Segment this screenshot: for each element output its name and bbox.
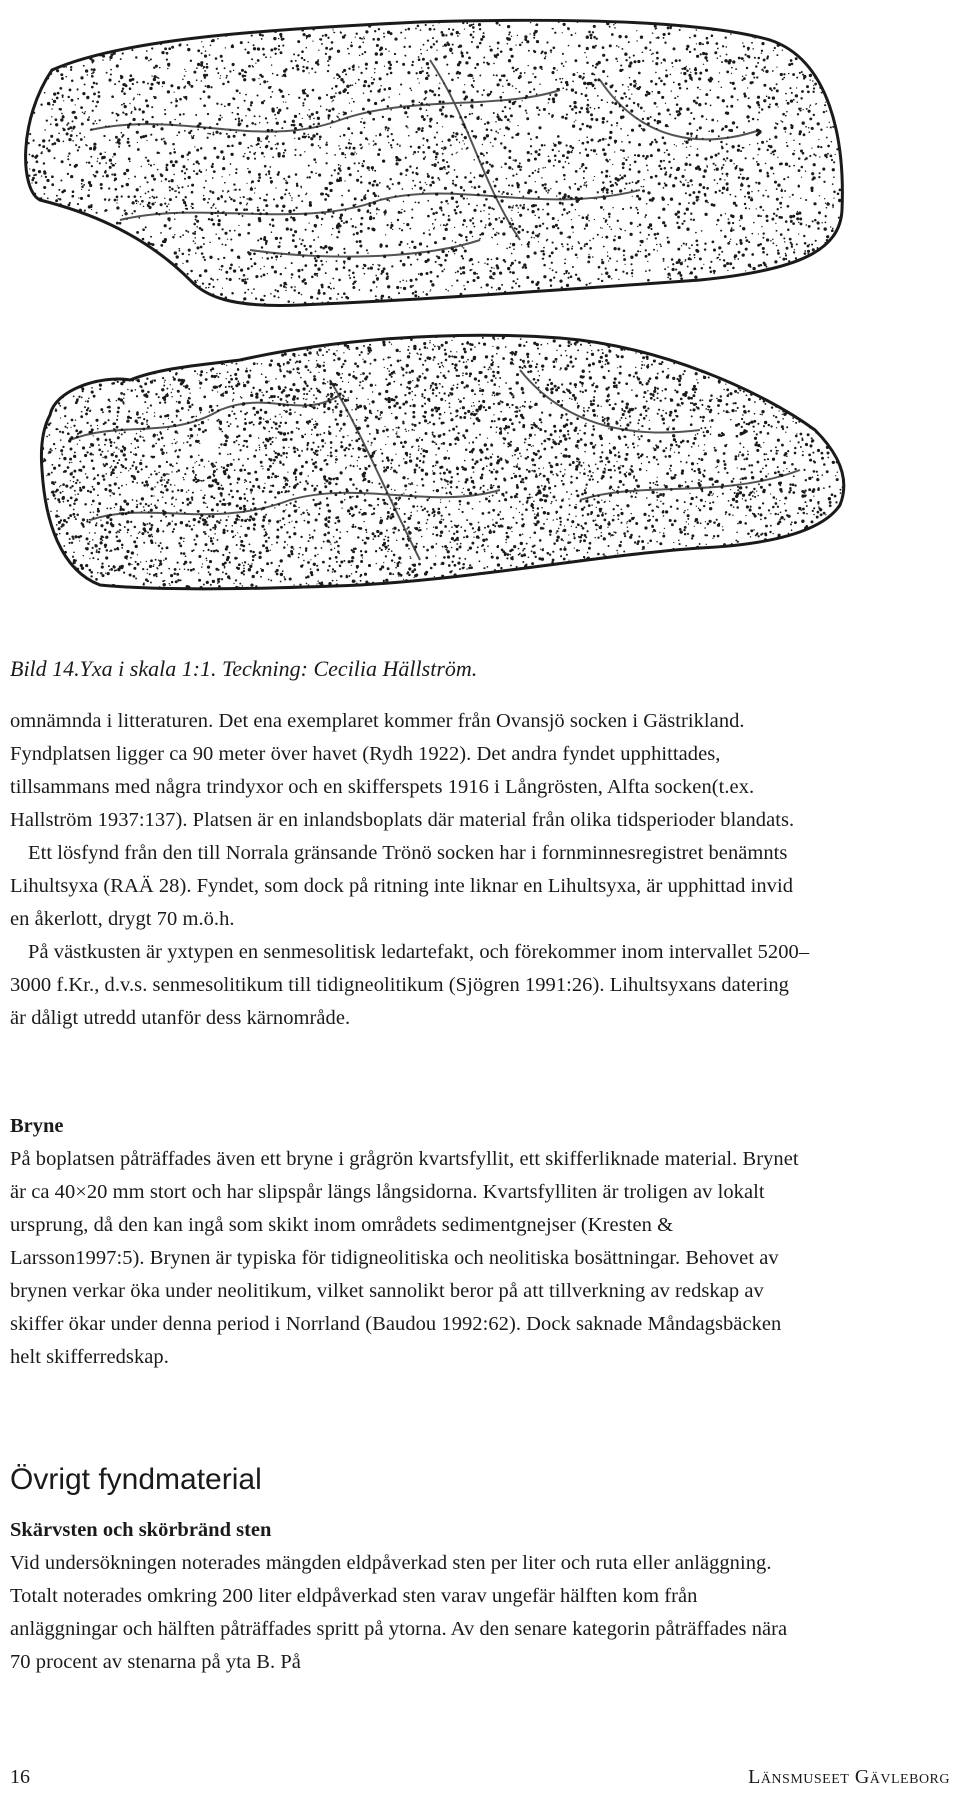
paragraph: Ett lösfynd från den till Norrala gränsande Trönö socken har i fornminnesregistret benämnts Lihultsyxa (RAÄ 28). Fyndet, som dock på ritning inte liknar en Lihultsyxa, är upphittad invid en åkerlott, drygt 70 m.ö.h. bbox=[10, 842, 794, 930]
skarvsten-heading: Skärvsten och skörbränd sten bbox=[10, 1519, 272, 1541]
bryne-heading: Bryne bbox=[10, 1115, 64, 1137]
publisher-name: Länsmuseet Gävleborg bbox=[748, 1766, 950, 1788]
page-number: 16 bbox=[10, 1766, 30, 1788]
body-text-block bbox=[10, 705, 810, 1035]
figure-caption: Bild 14.Yxa i skala 1:1. Teckning: Cecilia Hällström. bbox=[10, 656, 478, 681]
page-footer bbox=[10, 1766, 950, 1789]
axe-face-drawing bbox=[19, 14, 852, 317]
section-title: Övrigt fyndmaterial bbox=[10, 1463, 262, 1496]
axe-illustration bbox=[0, 0, 960, 640]
skarvsten-paragraph: Vid undersökningen noterades mängden eldpåverkad sten per liter och ruta eller anläggning. Totalt noterades omkring 200 liter eldpåverkad sten varav ungefär hälften kom från anläggningar och hälften påträffades spritt på ytorna. Av den senare kategorin påträffades nära 70 procent av stenarna på yta B. På bbox=[10, 1552, 788, 1673]
bryne-paragraph: På boplatsen påträffades även ett bryne i grågrön kvartsfyllit, ett skifferliknade material. Brynet är ca 40×20 mm stort och har slipspår längs långsidorna. Kvartsfylliten är troligen av lokalt ursprung, då den kan ingå som skikt inom områdets sedimentgnejser (Kresten & Larsson1997:5). Brynen är typiska för tidigneolitiska och neolitiska bosättningar. Behovet av brynen verkar öka under neolitikum, vilket sannolikt beror på att tillverkning av redskap av skiffer ökar under denna period i Norrland (Baudou 1992:62). Dock saknade Måndagsbäcken helt skifferredskap. bbox=[10, 1148, 799, 1368]
bryne-section bbox=[10, 1110, 810, 1374]
paragraph: omnämnda i litteraturen. Det ena exemplaret kommer från Ovansjö socken i Gästrikland. Fyndplatsen ligger ca 90 meter över havet (Rydh 1922). Det andra fyndet upphittades, tillsammans med några trindyxor och en skifferspets 1916 i Långrösten, Alfta socken(t.ex. Hallström 1937:137). Platsen är en inlandsboplats där material från olika tidsperioder blandats. bbox=[10, 710, 795, 831]
paragraph: På västkusten är yxtypen en senmesolitisk ledartefakt, och förekommer inom intervallet 5200–3000 f.Kr., d.v.s. senmesolitikum till tidigneolitikum (Sjögren 1991:26). Lihultsyxans datering är dåligt utredd utanför dess kärnområde. bbox=[10, 941, 810, 1029]
axe-drawing-svg bbox=[0, 0, 960, 640]
axe-profile-drawing bbox=[34, 328, 856, 596]
ovrigt-section bbox=[10, 1460, 810, 1679]
